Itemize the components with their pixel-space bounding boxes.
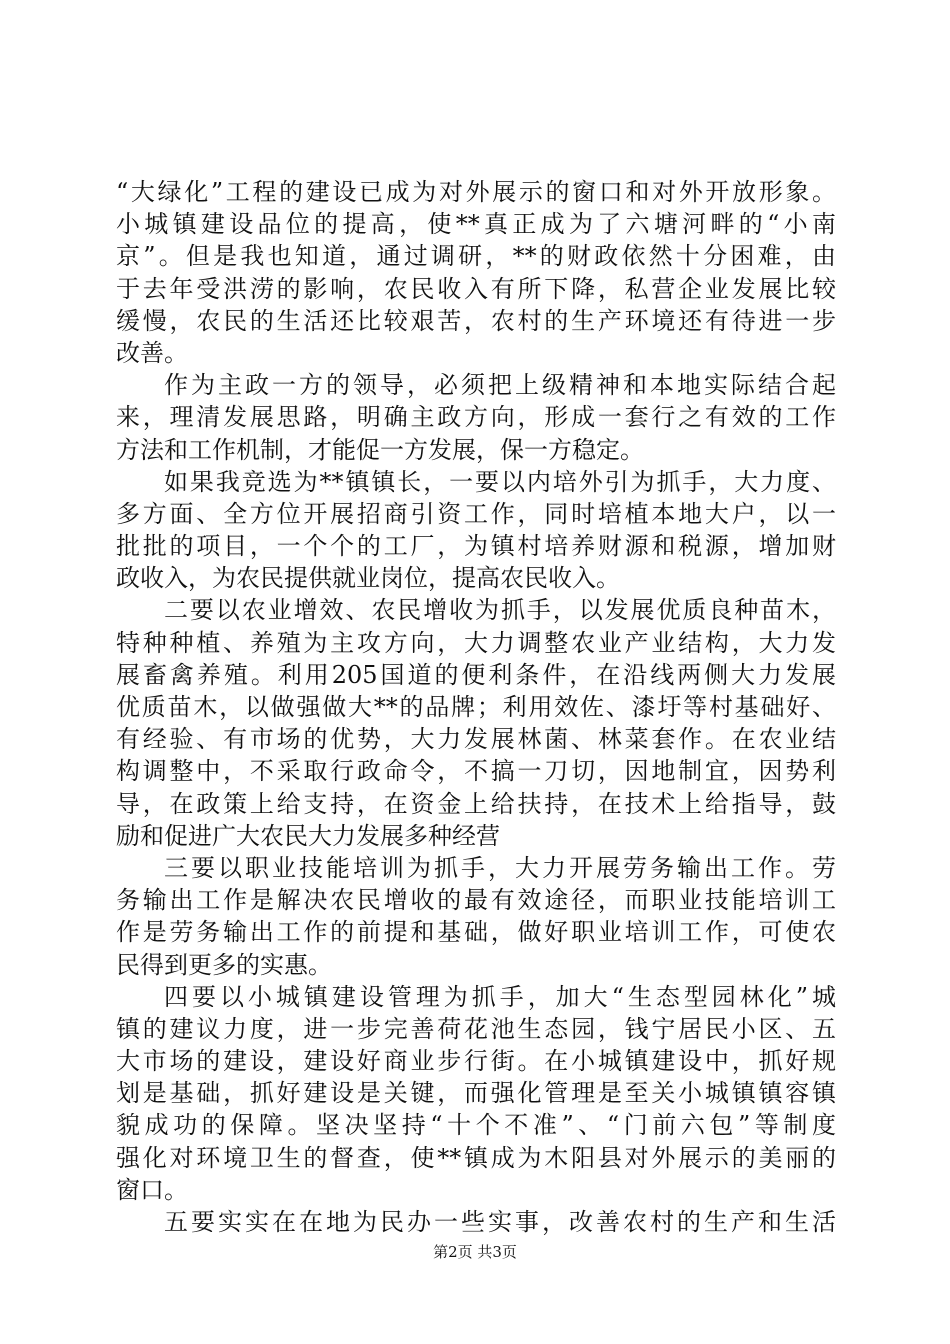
text-line: 导，在政策上给支持，在资金上给扶持，在技术上给指导，鼓 — [116, 789, 836, 818]
text-line: 貌成功的保障。坚决坚持“十个不准”、“门前六包”等制度 — [116, 1111, 836, 1140]
text-line: 三要以职业技能培训为抓手，大力开展劳务输出工作。劳 — [164, 853, 836, 882]
text-line: 多方面、全方位开展招商引资工作，同时培植本地大户，以一 — [116, 499, 836, 528]
text-line: 强化对环境卫生的督查，使**镇成为木阳县对外展示的美丽的 — [116, 1143, 836, 1172]
text-line: 窗口。 — [116, 1175, 188, 1204]
text-line: 务输出工作是解决农民增收的最有效途径，而职业技能培训工 — [116, 886, 836, 915]
text-line: 方法和工作机制，才能促一方发展，保一方稳定。 — [116, 435, 644, 464]
text-line: 二要以农业增效、农民增收为抓手，以发展优质良种苗木， — [164, 596, 836, 625]
text-line: 划是基础，抓好建设是关键，而强化管理是至关小城镇镇容镇 — [116, 1079, 836, 1108]
text-line: 励和促进广大农民大力发展多种经营 — [116, 821, 500, 850]
text-line: 四要以小城镇建设管理为抓手，加大“生态型园林化”城 — [164, 982, 836, 1011]
text-line: “大绿化”工程的建设已成为对外展示的窗口和对外开放形象。 — [116, 178, 836, 206]
document-body — [116, 176, 836, 1238]
text-line: 民得到更多的实惠。 — [116, 950, 332, 979]
page-footer: 第2页 共3页 — [433, 1243, 517, 1261]
text-line: 优质苗木，以做强做大**的品牌；利用效佐、漆圩等村基础好、 — [116, 693, 836, 721]
text-line: 镇的建议力度，进一步完善荷花池生态园，钱宁居民小区、五 — [116, 1014, 836, 1043]
text-line: 改善。 — [116, 338, 188, 367]
text-line: 如果我竞选为**镇镇长，一要以内培外引为抓手，大力度、 — [164, 467, 836, 496]
text-line: 有经验、有市场的优势，大力发展林菌、林菜套作。在农业结 — [116, 725, 836, 754]
text-line: 展畜禽养殖。利用205国道的便利条件，在沿线两侧大力发展 — [116, 660, 836, 689]
text-line: 京”。但是我也知道，通过调研，**的财政依然十分困难，由 — [116, 242, 836, 271]
text-line: 政收入，为农民提供就业岗位，提高农民收入。 — [116, 564, 620, 593]
text-line: 五要实实在在地为民办一些实事，改善农村的生产和生活 — [164, 1208, 836, 1236]
text-line: 作是劳务输出工作的前提和基础，做好职业培训工作，可使农 — [116, 918, 836, 947]
text-line: 缓慢，农民的生活还比较艰苦，农村的生产环境还有待进一步 — [116, 306, 836, 335]
text-line: 小城镇建设品位的提高，使**真正成为了六塘河畔的“小南 — [116, 210, 836, 239]
text-line: 批批的项目，一个个的工厂，为镇村培养财源和税源，增加财 — [116, 532, 836, 561]
text-line: 于去年受洪涝的影响，农民收入有所下降，私营企业发展比较 — [116, 274, 836, 303]
text-line: 大市场的建设，建设好商业步行街。在小城镇建设中，抓好规 — [116, 1047, 836, 1076]
text-line: 作为主政一方的领导，必须把上级精神和本地实际结合起 — [164, 371, 836, 400]
text-line: 构调整中，不采取行政命令，不搞一刀切，因地制宜，因势利 — [116, 757, 836, 786]
text-line: 来，理清发展思路，明确主政方向，形成一套行之有效的工作 — [116, 403, 836, 432]
text-line: 特种种植、养殖为主攻方向，大力调整农业产业结构，大力发 — [116, 628, 836, 657]
